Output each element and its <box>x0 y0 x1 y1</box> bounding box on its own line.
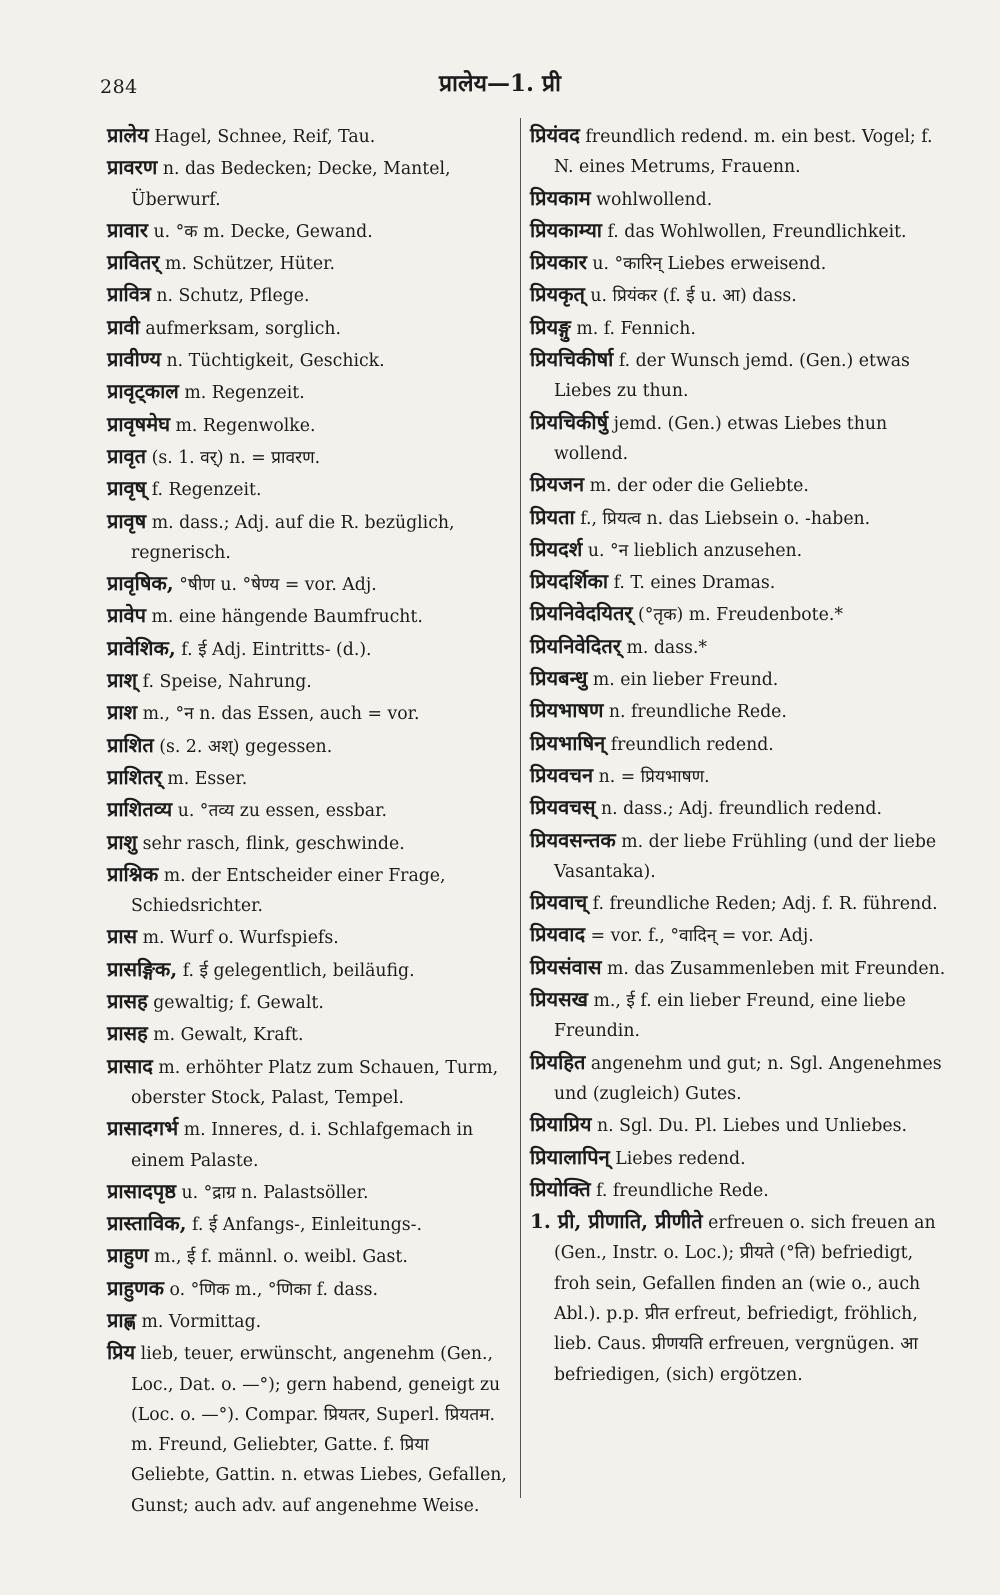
entry-headword: प्रावेशिक, <box>107 635 176 660</box>
entry-headword: प्राहुणक <box>107 1275 164 1300</box>
entry-definition: (s. 2. अश्) gegessen. <box>159 736 333 757</box>
entry-definition: n. dass.; Adj. freundlich redend. <box>601 799 882 820</box>
entry-headword: प्रियसख <box>530 987 589 1012</box>
entry-headword: प्रियकार <box>530 250 587 275</box>
entry-definition: f. der Wunsch jemd. (Gen.) etwas Liebes zu thun. <box>554 351 910 402</box>
entry-headword: प्राह्ण <box>107 1307 137 1332</box>
entry-headword: प्रावार <box>107 217 149 242</box>
dictionary-entry <box>530 728 948 760</box>
dictionary-entry <box>107 762 512 794</box>
entry-headword: प्रासह <box>107 989 148 1014</box>
entry-definition: u. °कारिन् Liebes erweisend. <box>592 254 827 275</box>
dictionary-entry <box>107 794 512 826</box>
entry-definition: f. T. eines Dramas. <box>613 573 776 594</box>
dictionary-entry <box>107 441 512 473</box>
entry-headword: प्रियभाषिन् <box>530 730 606 755</box>
entry-headword: प्रावृट्काल <box>107 379 179 404</box>
right-column <box>530 120 948 1390</box>
entry-headword: प्रासादपृष्ठ <box>107 1178 177 1203</box>
entry-definition: f. ई gelegentlich, beiläufig. <box>182 960 415 981</box>
entry-headword: प्रियवचन <box>530 762 594 787</box>
entry-definition: m. der liebe Frühling (und der liebe Vasantaka). <box>554 831 937 882</box>
entry-headword: प्रावृषिक, <box>107 571 174 596</box>
entry-headword: प्रियचिकीर्षा <box>530 347 614 372</box>
dictionary-entry <box>530 760 948 792</box>
entry-headword: प्राश्निक <box>107 861 159 886</box>
dictionary-entry <box>107 344 512 376</box>
entry-definition: freundlich redend. <box>610 734 774 755</box>
dictionary-entry <box>107 1273 512 1305</box>
entry-headword: प्रियवसन्तक <box>530 827 616 852</box>
dictionary-entry <box>530 887 948 919</box>
dictionary-entry <box>107 921 512 953</box>
entry-definition: m. dass.; Adj. auf die R. bezüglich, regnerisch. <box>131 512 455 563</box>
entry-headword: प्रियदर्श <box>530 536 583 561</box>
entry-definition: wohlwollend. <box>596 189 713 210</box>
entry-headword: प्रासादगर्भ <box>107 1116 179 1141</box>
entry-definition: u. प्रियंकर (f. ई u. आ) dass. <box>590 286 797 307</box>
entry-headword: प्रियनिवेदितर् <box>530 633 621 658</box>
entry-headword: प्रावृत <box>107 443 147 468</box>
entry-headword: प्राशु <box>107 829 138 854</box>
entry-headword: प्राशित <box>107 732 154 757</box>
dictionary-entry <box>107 665 512 697</box>
entry-definition: f. das Wohlwollen, Freundlichkeit. <box>607 221 907 242</box>
dictionary-entry <box>107 1208 512 1240</box>
entry-definition: m. Wurf o. Wurfspiefs. <box>142 928 339 949</box>
entry-headword: प्रावित्र <box>107 282 151 307</box>
dictionary-entry <box>530 566 948 598</box>
entry-definition: jemd. (Gen.) etwas Liebes thun wollend. <box>554 413 888 464</box>
dictionary-entry <box>530 247 948 279</box>
entry-headword: प्रियदर्शिका <box>530 569 609 594</box>
dictionary-entry <box>530 825 948 888</box>
entry-headword: प्रियचिकीर्षु <box>530 409 609 434</box>
dictionary-entry <box>530 502 948 534</box>
dictionary-entry <box>530 215 948 247</box>
entry-headword: प्राशितव्य <box>107 797 173 822</box>
dictionary-entry <box>530 1174 948 1206</box>
entry-definition: n. Schutz, Pflege. <box>156 286 310 307</box>
entry-definition: n. Sgl. Du. Pl. Liebes und Unliebes. <box>597 1116 907 1137</box>
left-column <box>107 120 512 1521</box>
dictionary-entry <box>530 598 948 630</box>
dictionary-entry <box>530 663 948 695</box>
entry-definition: m. Inneres, d. i. Schlafgemach in einem Palaste. <box>131 1120 474 1171</box>
entry-headword: प्रावेप <box>107 603 147 628</box>
entry-headword: प्रियबन्धु <box>530 666 588 691</box>
entry-definition: gewaltig; f. Gewalt. <box>153 993 324 1014</box>
entry-headword: प्रियसंवास <box>530 954 602 979</box>
entry-headword: प्रावृषमेघ <box>107 411 171 436</box>
entry-headword: प्रियङ्गु <box>530 314 571 339</box>
dictionary-entry <box>107 633 512 665</box>
entry-definition: lieb, teuer, erwünscht, angenehm (Gen., Loc., Dat. o. —°); gern habend, geneigt zu (Loc. o. —°). Compar. प्रियतर, Superl. प्रियतम. m. Freund, Geliebter, Gatte. f. प्रिया Geliebte, Gattin. n. etwas Liebes, Gefallen, Gunst; auch adv. auf angenehme Weise. <box>131 1344 507 1516</box>
entry-definition: = vor. f., °वादिन् = vor. Adj. <box>590 926 814 947</box>
dictionary-entry <box>530 469 948 501</box>
entry-definition: f. Regenzeit. <box>151 480 262 501</box>
dictionary-entry <box>530 1109 948 1141</box>
entry-definition: m. Gewalt, Kraft. <box>153 1025 304 1046</box>
entry-headword: प्रियवाच् <box>530 890 588 915</box>
dictionary-entry <box>530 279 948 311</box>
entry-headword: प्रियभाषण <box>530 698 604 723</box>
entry-headword: प्रावृष <box>107 508 147 533</box>
entry-definition: m. Schützer, Hüter. <box>164 254 335 275</box>
dictionary-entry <box>107 247 512 279</box>
entry-headword: प्रासाद <box>107 1053 153 1078</box>
entry-headword: प्राश् <box>107 668 138 693</box>
entry-definition: m. das Zusammenleben mit Freunden. <box>607 958 946 979</box>
dictionary-entry <box>530 183 948 215</box>
entry-definition: m. ein lieber Freund. <box>592 670 779 691</box>
entry-definition: n. das Bedecken; Decke, Mantel, Überwurf. <box>131 159 451 210</box>
entry-headword: प्राशितर् <box>107 764 162 789</box>
dictionary-entry <box>107 1240 512 1272</box>
entry-definition: °षीण u. °षेण्य = vor. Adj. <box>179 575 377 596</box>
dictionary-entry <box>530 534 948 566</box>
entry-definition: m. Vormittag. <box>141 1311 262 1332</box>
dictionary-entry <box>530 952 948 984</box>
dictionary-entry <box>107 312 512 344</box>
dictionary-entry <box>107 697 512 729</box>
entry-definition: erfreuen o. sich freuen an (Gen., Instr. o. Loc.); प्रीयते (°ति) befriedigt, froh sein, Gefallen finden an (wie o., auch Abl.). p.p. प्रीत erfreut, befriedigt, fröhlich, lieb. Caus. प्रीणयति erfreuen, vergnügen. आ befriedigen, (sich) ergötzen. <box>554 1213 936 1385</box>
dictionary-entry <box>107 730 512 762</box>
dictionary-entry <box>530 1142 948 1174</box>
dictionary-entry <box>530 919 948 951</box>
entry-headword: प्रियवाद <box>530 922 586 947</box>
entry-headword: प्रिय <box>107 1340 136 1365</box>
dictionary-entry <box>107 1305 512 1337</box>
entry-definition: u. °द्राग्र n. Palastsöller. <box>181 1182 369 1203</box>
entry-headword: प्राहुण <box>107 1243 149 1268</box>
dictionary-entry <box>107 1051 512 1114</box>
entry-definition: f. freundliche Reden; Adj. f. R. führend. <box>592 894 938 915</box>
entry-definition: angenehm und gut; n. Sgl. Angenehmes und (zugleich) Gutes. <box>554 1053 942 1104</box>
column-divider <box>520 118 521 1498</box>
dictionary-entry <box>107 568 512 600</box>
dictionary-entry <box>107 1018 512 1050</box>
entry-headword: प्रियवचस् <box>530 795 596 820</box>
dictionary-entry <box>107 1113 512 1176</box>
entry-headword: प्रावी <box>107 314 140 339</box>
running-head: प्रालेय—1. प्री <box>438 70 562 97</box>
dictionary-entry <box>107 1176 512 1208</box>
entry-headword: प्रियोक्ति <box>530 1176 591 1201</box>
entry-definition: f. ई Adj. Eintritts- (d.). <box>181 639 372 660</box>
dictionary-entry <box>107 473 512 505</box>
dictionary-entry <box>107 986 512 1018</box>
dictionary-entry <box>530 695 948 727</box>
entry-headword: प्राश <box>107 700 138 725</box>
entry-definition: f. ई Anfangs-, Einleitungs-. <box>192 1215 423 1236</box>
entry-definition: o. °णिक m., °णिका f. dass. <box>169 1279 379 1300</box>
dictionary-entry <box>530 344 948 407</box>
dictionary-entry <box>530 1047 948 1110</box>
entry-definition: f. freundliche Rede. <box>596 1180 769 1201</box>
entry-definition: m. f. Fennich. <box>576 318 696 339</box>
dictionary-entry <box>107 827 512 859</box>
entry-definition: m. der oder die Geliebte. <box>589 476 809 497</box>
entry-headword: 1. प्री, प्रीणाति, प्रीणीते <box>530 1209 703 1234</box>
dictionary-entry <box>530 312 948 344</box>
dictionary-entry <box>530 1206 948 1390</box>
entry-definition: m. Esser. <box>167 768 248 789</box>
entry-definition: Hagel, Schnee, Reif, Tau. <box>154 127 376 147</box>
entry-headword: प्रावृष् <box>107 476 147 501</box>
entry-headword: प्रियता <box>530 504 575 529</box>
entry-headword: प्रियनिवेदयितर् <box>530 601 633 626</box>
dictionary-entry <box>107 859 512 922</box>
dictionary-entry <box>107 409 512 441</box>
dictionary-entry <box>530 631 948 663</box>
dictionary-entry <box>107 120 512 152</box>
entry-headword: प्रास्ताविक, <box>107 1211 187 1236</box>
entry-definition: aufmerksam, sorglich. <box>145 318 342 339</box>
entry-headword: प्रियकाम्या <box>530 217 602 242</box>
entry-headword: प्रावरण <box>107 155 158 180</box>
entry-headword: प्रियाप्रिय <box>530 1112 592 1137</box>
entry-definition: m. Regenzeit. <box>184 383 305 404</box>
entry-headword: प्रियहित <box>530 1049 586 1074</box>
entry-headword: प्रासह <box>107 1021 148 1046</box>
entry-headword: प्रावीण्य <box>107 347 161 372</box>
entry-definition: freundlich redend. m. ein best. Vogel; f. N. eines Metrums, Frauenn. <box>554 127 933 178</box>
dictionary-entry <box>530 984 948 1047</box>
dictionary-entry <box>107 600 512 632</box>
entry-headword: प्रास <box>107 924 138 949</box>
dictionary-entry <box>530 792 948 824</box>
entry-headword: प्रियालापिन् <box>530 1144 610 1169</box>
entry-headword: प्रालेय <box>107 123 149 147</box>
dictionary-entry <box>530 120 948 183</box>
entry-definition: n. freundliche Rede. <box>608 702 787 723</box>
entry-definition: m. eine hängende Baumfrucht. <box>151 607 423 628</box>
dictionary-entry <box>107 215 512 247</box>
dictionary-entry <box>530 407 948 470</box>
entry-definition: f., प्रियत्व n. das Liebsein o. -haben. <box>580 508 871 529</box>
entry-definition: m. Regenwolke. <box>175 415 316 436</box>
entry-definition: n. = प्रियभाषण. <box>598 766 710 787</box>
entry-definition: u. °क m. Decke, Gewand. <box>153 221 373 242</box>
entry-headword: प्रियकृत् <box>530 282 585 307</box>
entry-definition: sehr rasch, flink, geschwinde. <box>142 833 405 854</box>
entry-definition: m. dass.* <box>626 637 708 658</box>
entry-definition: (°तृक) m. Freudenbote.* <box>638 605 843 626</box>
entry-definition: (s. 1. वर्) n. = प्रावरण. <box>151 447 321 468</box>
entry-definition: m., ई f. männl. o. weibl. Gast. <box>154 1247 408 1268</box>
dictionary-entry <box>107 279 512 311</box>
entry-definition: f. Speise, Nahrung. <box>142 672 312 693</box>
dictionary-entry <box>107 376 512 408</box>
entry-definition: m. erhöhter Platz zum Schauen, Turm, oberster Stock, Palast, Tempel. <box>131 1057 499 1108</box>
page-number: 284 <box>100 76 138 98</box>
entry-headword: प्रियजन <box>530 472 585 497</box>
dictionary-entry <box>107 954 512 986</box>
entry-headword: प्रावितर् <box>107 250 160 275</box>
entry-headword: प्रियकाम <box>530 185 591 210</box>
entry-headword: प्रियंवद <box>530 123 580 147</box>
page-header <box>0 62 1000 102</box>
entry-definition: n. Tüchtigkeit, Geschick. <box>166 351 385 372</box>
entry-headword: प्रासङ्गिक, <box>107 956 178 981</box>
entry-definition: m., ई f. ein lieber Freund, eine liebe Freundin. <box>554 991 906 1042</box>
dictionary-entry <box>107 152 512 215</box>
dictionary-entry <box>107 506 512 569</box>
entry-definition: u. °तव्य zu essen, essbar. <box>177 801 387 822</box>
entry-definition: m. der Entscheider einer Frage, Schiedsrichter. <box>131 865 446 917</box>
entry-definition: Liebes redend. <box>615 1148 746 1169</box>
entry-definition: m., °न n. das Essen, auch = vor. <box>142 704 420 725</box>
entry-definition: u. °न lieblich anzusehen. <box>587 540 803 561</box>
dictionary-entry <box>107 1337 512 1521</box>
